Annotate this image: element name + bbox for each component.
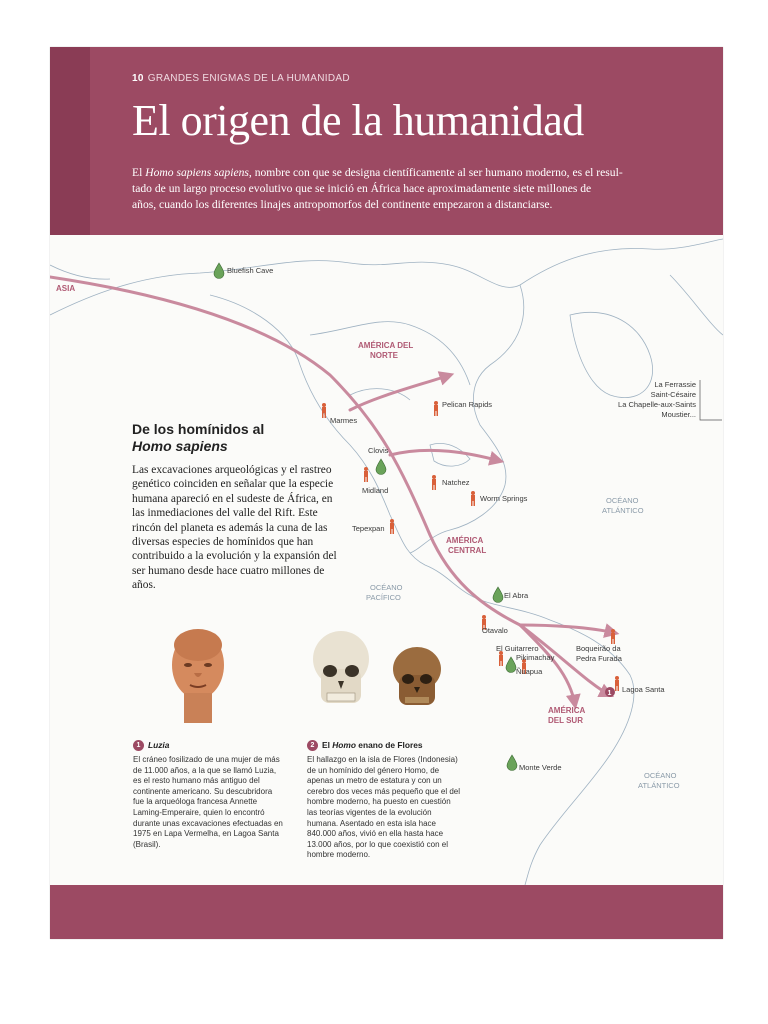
caption-flores-title bbox=[307, 740, 462, 751]
ocean-atlantic-n-2: ATLÁNTICO bbox=[602, 506, 644, 515]
header-spine bbox=[50, 47, 90, 235]
modern-skull-photo bbox=[308, 629, 374, 713]
site-otavalo: Otavalo bbox=[482, 626, 508, 635]
site-boqueirao-1: Boqueirão da bbox=[576, 644, 621, 653]
site-el-abra: El Abra bbox=[504, 591, 529, 600]
site-monte-verde: Monte Verde bbox=[519, 763, 562, 772]
info-heading-line2: Homo sapiens bbox=[132, 438, 228, 454]
luzia-head-photo bbox=[162, 623, 234, 731]
europe-site: La Chapelle-aux-Saints bbox=[618, 400, 696, 409]
intro-text-line2: tado de un largo proceso evolutivo que se inició en África hace aproximadamente siete millones de bbox=[132, 182, 592, 195]
page-title: El origen de la humanidad bbox=[132, 96, 584, 145]
info-heading bbox=[132, 421, 342, 455]
site-lagoa-santa: Lagoa Santa bbox=[622, 685, 665, 694]
flores-skull-photo bbox=[390, 643, 444, 713]
site-marmes: Marmes bbox=[330, 416, 358, 425]
intro-text-line1: , nombre con que se designa científicamente al ser humano moderno, es el resul- bbox=[248, 166, 623, 179]
caption-luzia-text: El cráneo fosilizado de una mujer de más de 11.000 años, a la que se llamó Luzia, es el resto humano más antiguo del continente americano. Su descubridora fue la arqueóloga francesa Annette Laming-Emperaire, quien lo encontró durante unas excavaciones efectuadas en 1975 en Lapa Vermelha, en Lagoa Santa (Brasil). bbox=[133, 755, 283, 849]
site-clovis: Clovis bbox=[368, 446, 389, 455]
ocean-atlantic-s-1: OCÉANO bbox=[644, 771, 677, 780]
region-south-america-1: AMÉRICA bbox=[548, 706, 586, 715]
caption-luzia-title bbox=[133, 740, 283, 751]
site-warm-springs: Worm Springs bbox=[480, 494, 528, 503]
footer-band bbox=[50, 885, 723, 939]
caption-flores-title-em: Homo bbox=[332, 740, 356, 751]
caption-flores-title-post: enano de Flores bbox=[355, 740, 423, 751]
section-name: GRANDES ENIGMAS DE LA HUMANIDAD bbox=[147, 73, 350, 84]
ocean-pacific-2: PACÍFICO bbox=[366, 593, 401, 602]
site-bluefish: Bluefish Cave bbox=[227, 266, 274, 275]
region-central-america-1: AMÉRICA bbox=[446, 536, 484, 545]
info-body: Las excavaciones arqueológicas y el rastreo genético coinciden en señalar que la especie humana apareció en el sudeste de África, en las inmediaciones del valle del Rift. Este rincón del planeta es además la cuna de las diversas especies de homínidos que han contribuido a la evolución y la expansión del ser humano desde hace cuatro millones de años. bbox=[132, 464, 337, 592]
section-label bbox=[132, 73, 350, 84]
region-north-america-2: NORTE bbox=[370, 351, 398, 360]
region-south-america-2: DEL SUR bbox=[548, 716, 583, 725]
region-central-america-2: CENTRAL bbox=[448, 546, 487, 555]
magazine-page bbox=[50, 47, 723, 939]
caption-luzia-title-text: Luzia bbox=[148, 740, 170, 751]
intro-text-line3: años, cuando los diferentes linajes antropomorfos del continente empezaron a distanciarse. bbox=[132, 198, 553, 211]
site-pelican: Pelican Rapids bbox=[442, 400, 493, 409]
site-el-guitarrero: El Guitarrero bbox=[496, 644, 539, 653]
region-asia: ASIA bbox=[56, 284, 76, 293]
luzia-location-number: 1 bbox=[607, 690, 612, 697]
caption-flores bbox=[307, 740, 462, 861]
intro-paragraph bbox=[132, 165, 687, 213]
caption-flores-title-pre: El bbox=[322, 740, 333, 751]
ocean-atlantic-n-1: OCÉANO bbox=[606, 496, 639, 505]
intro-text-start: El bbox=[132, 166, 146, 179]
migration-map bbox=[50, 235, 723, 885]
caption-flores-text: El hallazgo en la isla de Flores (Indonesia) de un homínido del género Homo, de apenas un metro de estatura y con un cerebro dos veces más pequeño que el del hombre moderno, ha puesto en cuestión las teorías vigentes de la evolución humana. Asentado en esta isla hace 840.000 años, vivió en ella hasta hace 13.000 años, por lo que coexistió con el hombre moderno. bbox=[307, 755, 460, 860]
site-pikimachay: Pikimachay bbox=[516, 653, 555, 662]
info-heading-line1: De los homínidos al bbox=[132, 421, 265, 437]
europe-site: Saint-Césaire bbox=[650, 390, 696, 399]
europe-site: Moustier... bbox=[661, 410, 696, 419]
intro-emphasis: Homo sapiens sapiens bbox=[145, 166, 249, 179]
page-number: 10 bbox=[132, 73, 144, 84]
caption-number-badge: 1 bbox=[133, 740, 144, 751]
ocean-atlantic-s-2: ATLÁNTICO bbox=[638, 781, 680, 790]
site-tepexpan: Tepexpan bbox=[352, 524, 385, 533]
site-boqueirao-2: Pedra Furada bbox=[576, 654, 622, 663]
europe-site: La Ferrassie bbox=[654, 380, 696, 389]
header-band bbox=[50, 47, 723, 235]
ocean-pacific-1: OCÉANO bbox=[370, 583, 403, 592]
site-nuapua: Ñuapua bbox=[516, 667, 543, 676]
region-north-america-1: AMÉRICA DEL bbox=[358, 341, 414, 350]
caption-luzia bbox=[133, 740, 283, 850]
info-box bbox=[132, 421, 342, 593]
site-midland: Midland bbox=[362, 486, 389, 495]
site-natchez: Natchez bbox=[442, 478, 470, 487]
caption-number-badge: 2 bbox=[307, 740, 318, 751]
